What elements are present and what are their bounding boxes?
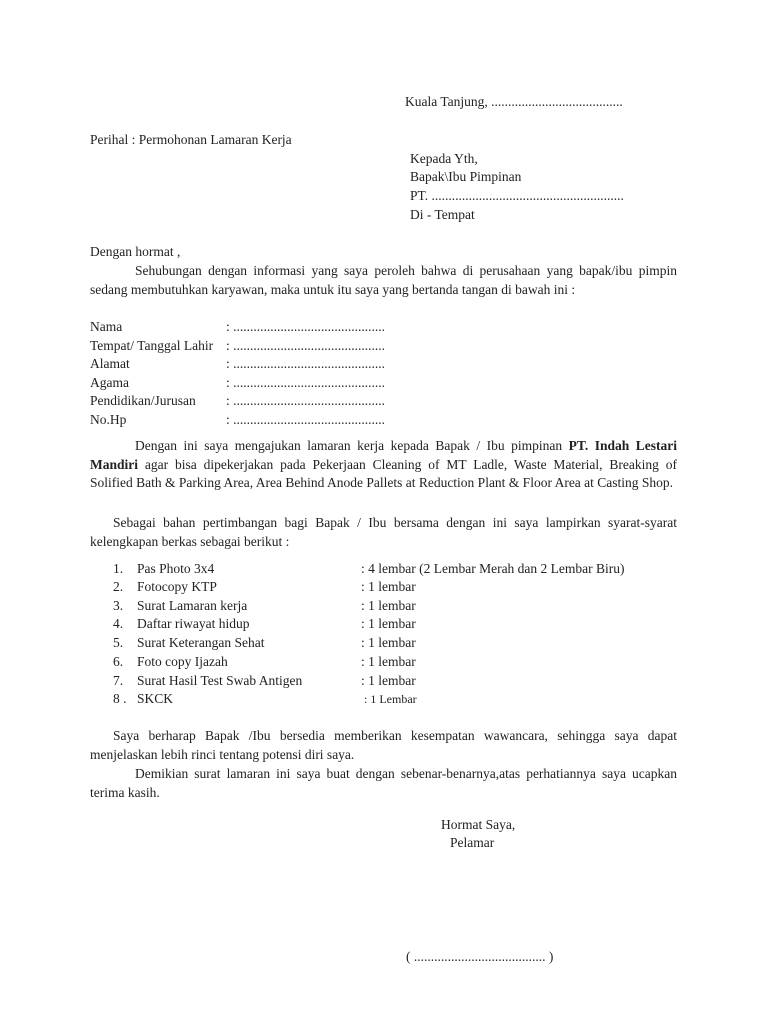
field-value: : ............................................. xyxy=(226,412,386,427)
list-item: Fotocopy KTP xyxy=(137,579,217,594)
recipient-line: Kepada Yth, xyxy=(410,151,478,166)
attachment-intro: Sebagai bahan pertimbangan bagi Bapak / Ibu bersama dengan ini saya lampirkan syarat-syarat kelengkapan berkas sebagai berikut : xyxy=(90,515,677,549)
application-text: agar bisa dipekerjakan pada Pekerjaan Cleaning of MT Ladle, Waste Material, Breaking of Solified Bath & Parking Area, Area Behind Anode Pallets at Reduction Plant & Floor Area at Casting Shop. xyxy=(90,456,677,491)
list-number: 3. xyxy=(113,598,124,613)
field-value: : ............................................. xyxy=(226,319,386,334)
place-date: Kuala Tanjung, ....................................... xyxy=(405,94,623,109)
field-label: Tempat/ Tanggal Lahir xyxy=(90,338,214,353)
list-number: 4. xyxy=(113,616,124,631)
field-label: Alamat xyxy=(90,356,130,371)
recipient-line: Bapak\Ibu Pimpinan xyxy=(410,169,522,184)
signature-name-line: ( ....................................... ) xyxy=(406,949,554,964)
subject-line: Perihal : Permohonan Lamaran Kerja xyxy=(90,132,292,147)
field-value: : ............................................. xyxy=(226,356,386,371)
company-name: PT. Indah Lestari Mandiri xyxy=(90,438,677,472)
list-item: Foto copy Ijazah xyxy=(137,654,228,669)
list-quantity: : 1 Lembar xyxy=(364,692,417,706)
field-label: No.Hp xyxy=(90,412,127,427)
list-number: 7. xyxy=(113,673,124,688)
list-number: 1. xyxy=(113,561,124,576)
regards-text: Hormat Saya, xyxy=(441,817,516,832)
list-quantity: : 1 lembar xyxy=(361,673,416,688)
application-text: Dengan ini saya mengajukan lamaran kerja kepada Bapak / Ibu pimpinan xyxy=(135,438,569,453)
list-quantity: : 1 lembar xyxy=(361,635,416,650)
field-value: : ............................................. xyxy=(226,393,386,408)
list-quantity: : 1 lembar xyxy=(361,598,416,613)
list-item: Pas Photo 3x4 xyxy=(137,561,215,576)
field-value: : ............................................. xyxy=(226,375,386,390)
field-label: Agama xyxy=(90,375,129,390)
hope-paragraph: Saya berharap Bapak /Ibu bersedia memberikan kesempatan wawancara, sehingga saya dapat menjelaskan lebih rinci tentang potensi diri saya. xyxy=(90,728,677,762)
list-item: Surat Hasil Test Swab Antigen xyxy=(137,673,303,688)
list-quantity: : 4 lembar (2 Lembar Merah dan 2 Lembar Biru) xyxy=(361,561,625,576)
greeting: Dengan hormat , xyxy=(90,244,181,259)
list-number: 2. xyxy=(113,579,124,594)
recipient-line: Di - Tempat xyxy=(410,207,475,222)
list-number: 8 . xyxy=(113,691,127,706)
applicant-role: Pelamar xyxy=(450,835,495,850)
closing-paragraph: Demikian surat lamaran ini saya buat dengan sebenar-benarnya,atas perhatiannya saya ucapkan terima kasih. xyxy=(90,766,677,800)
list-number: 6. xyxy=(113,654,124,669)
list-quantity: : 1 lembar xyxy=(361,579,416,594)
list-item: SKCK xyxy=(137,691,174,706)
list-quantity: : 1 lembar xyxy=(361,616,416,631)
list-item: Surat Lamaran kerja xyxy=(137,598,248,613)
list-number: 5. xyxy=(113,635,124,650)
field-label: Pendidikan/Jurusan xyxy=(90,393,196,408)
recipient-line: PT. ......................................................... xyxy=(410,188,624,203)
list-item: Surat Keterangan Sehat xyxy=(137,635,265,650)
field-label: Nama xyxy=(90,319,123,334)
list-item: Daftar riwayat hidup xyxy=(137,616,250,631)
intro-paragraph: Sehubungan dengan informasi yang saya peroleh bahwa di perusahaan yang bapak/ibu pimpin sedang membutuhkan karyawan, maka untuk itu saya yang bertanda tangan di bawah ini : xyxy=(90,263,677,297)
list-quantity: : 1 lembar xyxy=(361,654,416,669)
application-paragraph xyxy=(90,437,677,493)
field-value: : ............................................. xyxy=(226,338,386,353)
